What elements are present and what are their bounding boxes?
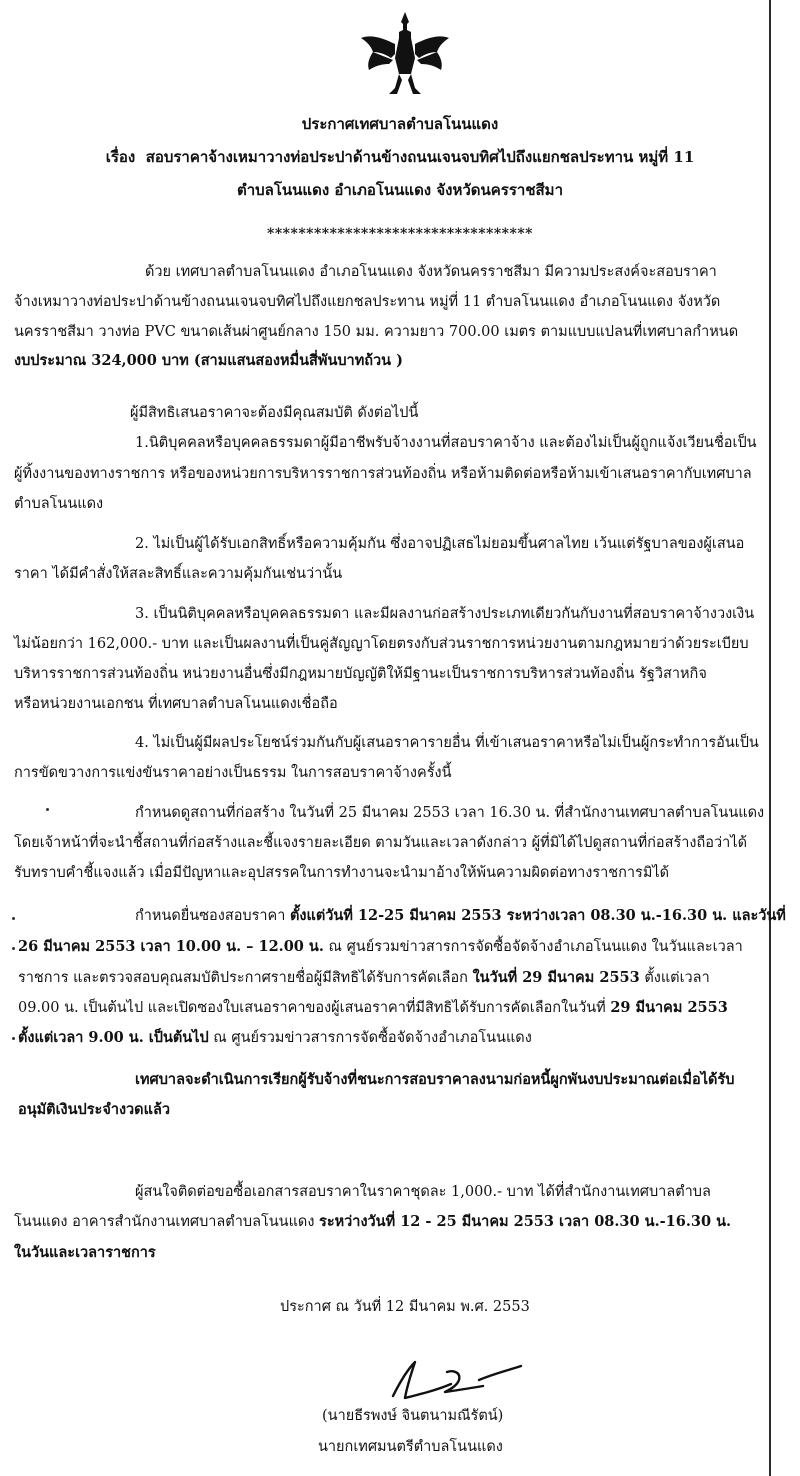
purchase-line: ผู้สนใจติดต่อขอซื้อเอกสารสอบราคาในราคาชุดละ 1,000.- บาท ได้ที่สำนักงานเทศบาลตำบล xyxy=(135,1184,711,1200)
qualification-1-line: ผู้ทิ้งงานของทางราชการ หรือของหน่วยการบริหารราชการส่วนท้องถิ่น หรือห้ามติดต่อหรือห้ามเข้าเสนอราคากับเทศบาล xyxy=(14,466,752,482)
qualification-4-line: 4. ไม่เป็นผู้มีผลประโยชน์ร่วมกันกับผู้เสนอราคารายอื่น ที่เข้าเสนอราคาหรือไม่เป็นผู้กระทำการอันเป็น xyxy=(135,735,759,751)
submission-dates: ในวันที่ 29 มีนาคม 2553 xyxy=(472,969,640,986)
submission-text: ตั้งแต่เวลา xyxy=(639,970,710,986)
purchase-line xyxy=(14,1212,731,1232)
intro-line: จ้างเหมาวางท่อประปาด้านข้างถนนเจนจบทิศไปถึงแยกชลประทาน หมู่ที่ 11 ตำบลโนนแดง อำเภอโนนแดง จังหวัด xyxy=(14,294,721,310)
scan-speck xyxy=(12,917,15,920)
qualification-3-line: ไม่น้อยกว่า 162,000.- บาท และเป็นผลงานที่เป็นคู่สัญญาโดยตรงกับส่วนราชการหน่วยงานตามกฎหมายว่าด้วยระเบียบ xyxy=(14,636,749,652)
separator-stars: ********************************** xyxy=(267,226,533,242)
purchase-dates: ระหว่างวันที่ 12 - 25 มีนาคม 2553 เวลา 08.30 น.-16.30 น. xyxy=(319,1213,732,1230)
site-visit-line: โดยเจ้าหน้าที่จะนำชี้สถานที่ก่อสร้างและชี้แจงรายละเอียด ตามวันและเวลาดังกล่าว ผู้ที่มิได้ไปดูสถานที่ก่อสร้างถือว่าได้ xyxy=(14,835,747,851)
qualification-1-line: ตำบลโนนแดง xyxy=(14,496,104,512)
submission-line xyxy=(18,968,710,988)
submission-line xyxy=(18,998,728,1018)
budget-line: งบประมาณ 324,000 บาท (สามแสนสองหมื่นสี่พันบาทถ้วน ) xyxy=(14,352,404,369)
contract-note-line: เทศบาลจะดำเนินการเรียกผู้รับจ้างที่ชนะการสอบราคาลงนามก่อหนี้ผูกพันงบประมาณต่อเมื่อได้รับ xyxy=(135,1071,735,1088)
document-title: ประกาศเทศบาลตำบลโนนแดง xyxy=(301,115,499,133)
qualification-heading: ผู้มีสิทธิเสนอราคาจะต้องมีคุณสมบัติ ดังต่อไปนี้ xyxy=(130,405,419,421)
submission-text: กำหนดยื่นซองสอบราคา xyxy=(135,908,290,924)
qualification-3-line: 3. เป็นนิติบุคคลหรือบุคคลธรรมดา และมีผลงานก่อสร้างประเภทเดียวกันกับงานที่สอบราคาจ้างวงเงิน xyxy=(135,606,755,622)
scan-speck xyxy=(12,1037,15,1040)
submission-line xyxy=(18,937,743,957)
submission-dates: 29 มีนาคม 2553 xyxy=(610,999,728,1016)
scan-speck xyxy=(46,808,49,811)
signer-name: (นายธีรพงษ์ จินตนามณีรัตน์) xyxy=(322,1408,504,1424)
qualification-2-line: ราคา ได้มีคำสั่งให้สละสิทธิ์และความคุ้มกันเช่นว่านั้น xyxy=(14,566,343,582)
qualification-4-line: การขัดขวางการแข่งขันราคาอย่างเป็นธรรม ในการสอบราคาจ้างครั้งนี้ xyxy=(14,765,452,781)
site-visit-line: กำหนดดูสถานที่ก่อสร้าง ในวันที่ 25 มีนาคม 2553 เวลา 16.30 น. ที่สำนักงานเทศบาลตำบลโนนแดง xyxy=(135,805,765,821)
submission-line xyxy=(135,906,786,926)
signature-mark xyxy=(375,1350,535,1410)
submission-dates: ตั้งแต่เวลา 9.00 น. เป็นต้นไป xyxy=(18,1029,209,1046)
qualification-3-line: บริหารราชการส่วนท้องถิ่น หน่วยงานอื่นซึ่งมีกฎหมายบัญญัติให้มีฐานะเป็นราชการบริหารส่วนท้องถิ่น รัฐวิสาหกิจ xyxy=(14,666,707,682)
qualification-3-line: หรือหน่วยงานเอกชน ที่เทศบาลตำบลโนนแดงเชื่อถือ xyxy=(14,696,338,712)
purchase-line: ในวันและเวลาราชการ xyxy=(14,1244,156,1261)
intro-line: ด้วย เทศบาลตำบลโนนแดง อำเภอโนนแดง จังหวัดนครราชสีมา มีความประสงค์จะสอบราคา xyxy=(145,264,717,280)
submission-line xyxy=(18,1028,532,1048)
scan-edge-line xyxy=(769,0,771,1476)
contract-note-line: อนุมัติเงินประจำงวดแล้ว xyxy=(18,1101,170,1118)
site-visit-line: รับทราบคำชี้แจงแล้ว เมื่อมีปัญหาและอุปสรรคในการทำงานจะนำมาอ้างให้พ้นความผิดต่อทางราชการมิได้ xyxy=(14,865,670,881)
intro-line: นครราชสีมา วางท่อ PVC ขนาดเส้นผ่าศูนย์กลาง 150 มม. ความยาว 700.00 เมตร ตามแบบแปลนที่เทศบาลกำหนด xyxy=(14,324,739,340)
qualification-2-line: 2. ไม่เป็นผู้ได้รับเอกสิทธิ์หรือความคุ้มกัน ซึ่งอาจปฏิเสธไม่ยอมขึ้นศาลไทย เว้นแต่รัฐบาลของผู้เสนอ xyxy=(135,536,745,552)
announcement-date: ประกาศ ณ วันที่ 12 มีนาคม พ.ศ. 2553 xyxy=(280,1299,530,1315)
submission-text: ราชการ และตรวจสอบคุณสมบัติประกาศรายชื่อผู้มีสิทธิได้รับการคัดเลือก xyxy=(18,970,473,986)
purchase-text: โนนแดง อาคารสำนักงานเทศบาลตำบลโนนแดง xyxy=(14,1214,320,1230)
submission-text: 09.00 น. เป็นต้นไป และเปิดซองใบเสนอราคาของผู้เสนอราคาที่มีสิทธิได้รับการคัดเลือกในวันที่ xyxy=(18,1000,611,1016)
garuda-emblem-icon xyxy=(355,8,455,98)
document-subject xyxy=(0,145,800,169)
submission-dates: ตั้งแต่วันที่ 12-25 มีนาคม 2553 ระหว่างเวลา 08.30 น.-16.30 น. และวันที่ xyxy=(290,907,786,924)
submission-dates: 26 มีนาคม 2553 เวลา 10.00 น. – 12.00 น. xyxy=(18,938,324,955)
submission-text: ณ ศูนย์รวมข่าวสารการจัดซื้อจัดจ้างอำเภอโนนแดง xyxy=(208,1030,532,1046)
signer-title: นายกเทศมนตรีตำบลโนนแดง xyxy=(318,1439,503,1455)
submission-text: ณ ศูนย์รวมข่าวสารการจัดซื้อจัดจ้างอำเภอโนนแดง ในวันและเวลา xyxy=(323,939,743,955)
subject-text: สอบราคาจ้างเหมาวางท่อประปาด้านข้างถนนเจนจบทิศไปถึงแยกชลประทาน หมู่ที่ 11 xyxy=(145,148,695,166)
qualification-1-line: 1.นิติบุคคลหรือบุคคลธรรมดาผู้มีอาชีพรับจ้างงานที่สอบราคาจ้าง และต้องไม่เป็นผู้ถูกแจ้งเวียนชื่อเป็น xyxy=(135,435,757,451)
scan-speck xyxy=(12,947,15,950)
subject-label: เรื่อง xyxy=(105,148,136,166)
document-location: ตำบลโนนแดง อำเภอโนนแดง จังหวัดนครราชสีมา xyxy=(236,181,563,199)
